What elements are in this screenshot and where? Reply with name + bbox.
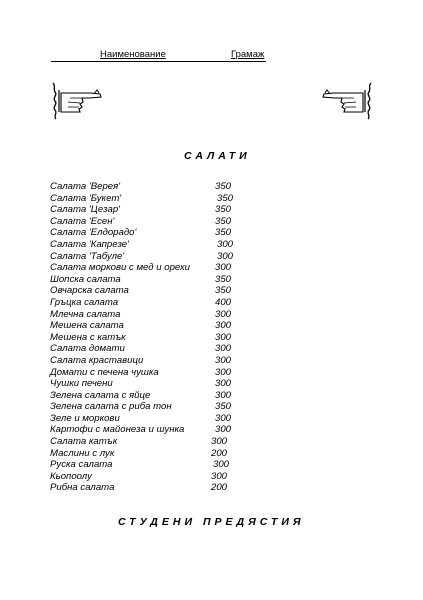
list-item bbox=[50, 343, 290, 355]
item-weight: 300 bbox=[215, 389, 232, 401]
item-name: Зелена салата с риба тон bbox=[50, 401, 172, 413]
section-title-salads: САЛАТИ bbox=[184, 150, 251, 162]
item-weight: 300 bbox=[217, 238, 234, 250]
item-weight: 300 bbox=[215, 331, 232, 343]
list-item bbox=[50, 459, 290, 471]
list-item bbox=[50, 448, 290, 460]
item-name: Мешена с катък bbox=[50, 331, 126, 343]
item-name: Салата 'Верея' bbox=[50, 181, 121, 192]
item-weight: 300 bbox=[215, 343, 232, 355]
item-name: Салата краставици bbox=[50, 354, 144, 366]
item-weight: 300 bbox=[215, 424, 232, 436]
item-name: Рибна салата bbox=[50, 482, 115, 494]
item-weight: 350 bbox=[215, 204, 232, 216]
list-item bbox=[50, 378, 290, 390]
item-name: Салата 'Капрезе' bbox=[50, 238, 129, 250]
item-name: Зелена салата с яйце bbox=[50, 389, 151, 401]
item-name: Картофи с майонеза и шунка bbox=[50, 424, 185, 436]
item-weight: 200 bbox=[211, 447, 228, 459]
list-item bbox=[50, 367, 290, 379]
item-weight: 350 bbox=[217, 192, 234, 204]
item-weight: 400 bbox=[215, 296, 232, 308]
item-name: Домати с печена чушка bbox=[50, 366, 159, 378]
list-item bbox=[50, 355, 290, 367]
item-name: Салата домати bbox=[50, 343, 125, 355]
list-item bbox=[50, 274, 290, 286]
item-weight: 350 bbox=[215, 401, 232, 413]
list-item bbox=[50, 436, 290, 448]
list-item bbox=[50, 193, 290, 205]
item-weight: 300 bbox=[215, 366, 232, 378]
item-name: Кьопоолу bbox=[50, 470, 92, 482]
item-weight: 300 bbox=[215, 378, 232, 390]
item-name: Гръцка салата bbox=[50, 296, 119, 308]
item-name: Салата катък bbox=[50, 436, 118, 448]
list-item bbox=[50, 471, 290, 483]
list-item bbox=[50, 401, 290, 413]
item-weight: 350 bbox=[215, 227, 232, 239]
item-weight: 350 bbox=[215, 181, 232, 192]
item-name: Маслини с лук bbox=[50, 447, 115, 459]
list-item bbox=[50, 332, 290, 344]
item-weight: 300 bbox=[215, 320, 232, 332]
list-item bbox=[50, 181, 290, 193]
item-name: Салата 'Букет' bbox=[50, 192, 122, 204]
item-weight: 300 bbox=[211, 470, 228, 482]
item-name: Овчарска салата bbox=[50, 285, 129, 297]
list-item bbox=[50, 482, 290, 494]
item-name: Зеле и моркови bbox=[50, 412, 120, 424]
list-item bbox=[50, 216, 290, 228]
list-item bbox=[50, 413, 290, 425]
item-weight: 300 bbox=[215, 354, 232, 366]
item-weight: 350 bbox=[215, 285, 232, 297]
item-name: Шопска салата bbox=[50, 273, 121, 285]
item-weight: 300 bbox=[213, 459, 230, 471]
item-name: Салата 'Цезар' bbox=[50, 204, 120, 216]
item-name: Чушки печени bbox=[50, 378, 113, 390]
list-item bbox=[50, 285, 290, 297]
item-name: Руска салата bbox=[50, 459, 113, 471]
item-name: Салата 'Елдорадо' bbox=[50, 227, 137, 239]
section-title-cold-starters: СТУДЕНИ ПРЕДЯСТИЯ bbox=[118, 516, 305, 528]
item-name: Млечна салата bbox=[50, 308, 121, 320]
item-weight: 300 bbox=[211, 436, 228, 448]
list-item bbox=[50, 424, 290, 436]
list-item bbox=[50, 320, 290, 332]
item-weight: 350 bbox=[215, 273, 232, 285]
list-item bbox=[50, 262, 290, 274]
list-item bbox=[50, 239, 290, 251]
header-rule bbox=[51, 61, 266, 62]
item-weight: 350 bbox=[215, 215, 232, 227]
item-weight: 300 bbox=[215, 412, 232, 424]
column-header-weight: Грамаж bbox=[231, 49, 265, 60]
list-item bbox=[50, 204, 290, 216]
column-header-name: Наименование bbox=[100, 49, 166, 60]
item-weight: 200 bbox=[211, 482, 228, 494]
list-item bbox=[50, 297, 290, 309]
pointing-hand-icon bbox=[50, 80, 104, 122]
item-name: Салата моркови с мед и орехи bbox=[50, 262, 190, 274]
item-name: Салата 'Есен' bbox=[50, 215, 115, 227]
pointing-hand-icon bbox=[320, 80, 374, 122]
list-item bbox=[50, 309, 290, 321]
item-name: Мешена салата bbox=[50, 320, 124, 332]
list-item bbox=[50, 227, 290, 239]
item-weight: 300 bbox=[215, 262, 232, 274]
item-weight: 300 bbox=[217, 250, 234, 262]
item-weight: 300 bbox=[215, 308, 232, 320]
item-name: Салата 'Табуле' bbox=[50, 250, 125, 262]
salad-list bbox=[50, 181, 290, 494]
list-item bbox=[50, 390, 290, 402]
list-item bbox=[50, 251, 290, 263]
